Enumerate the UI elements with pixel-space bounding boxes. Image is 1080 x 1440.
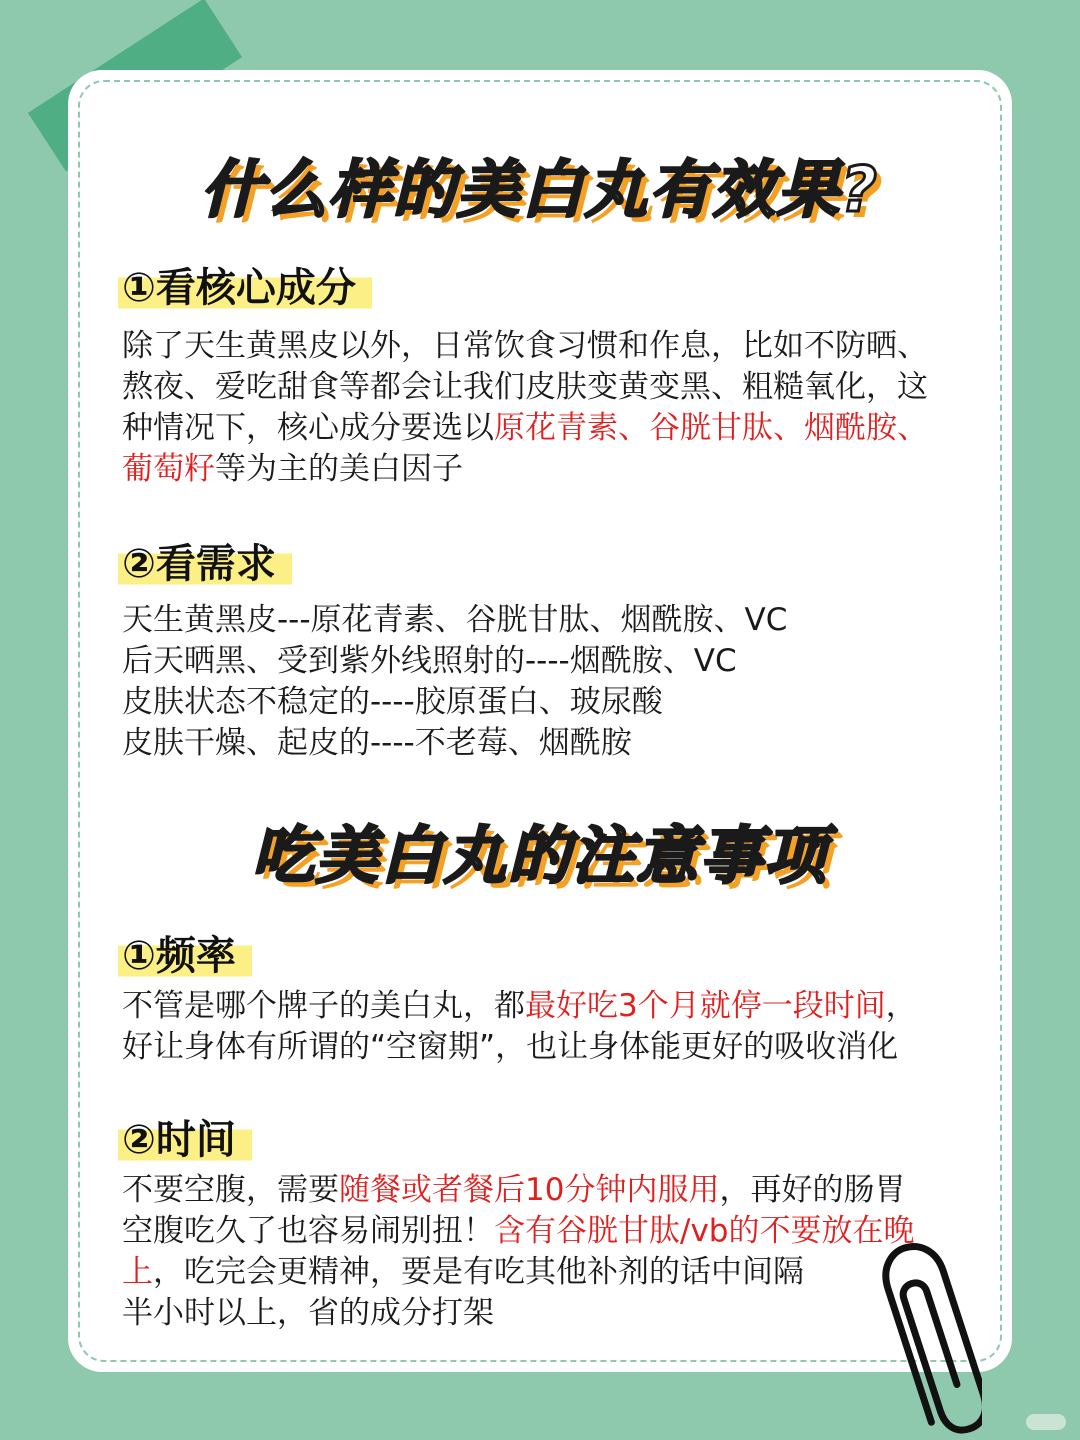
text-line (122, 1170, 972, 1211)
text-line (122, 408, 972, 449)
text-fragment: 不管是哪个牌子的美白丸，都 (122, 988, 525, 1024)
text-line: 好让身体有所谓的“空窗期”，也让身体能更好的吸收消化 (122, 1029, 899, 1065)
section-heading-needs: ②看需求 (118, 532, 292, 589)
watermark-badge (1026, 1414, 1066, 1430)
paragraph-ingredients (122, 326, 972, 490)
text-line (122, 1211, 972, 1252)
text-line: 半小时以上，省的成分打架 (122, 1295, 494, 1331)
needs-item: 后天晒黑、受到紫外线照射的----烟酰胺、VC (122, 643, 737, 679)
text-fragment: 空腹吃久了也容易闹别扭！ (122, 1213, 494, 1249)
title-main-highlight: 美白丸 (457, 153, 650, 226)
title-main (0, 140, 1080, 229)
section-heading-frequency: ①频率 (118, 924, 252, 981)
needs-list (122, 600, 972, 764)
title-notes-post: 的注意事项 (508, 819, 829, 892)
highlight-red: 上 (122, 1254, 153, 1290)
text-line: 除了天生黄黑皮以外，日常饮食习惯和作息，比如不防晒、 (122, 328, 928, 364)
text-fragment: 种情况下，核心成分要选以 (122, 410, 494, 446)
text-fragment: ， (885, 988, 917, 1024)
text-line (122, 1252, 972, 1293)
highlight-red: 原花青素、谷胱甘肽、烟酰胺、 (494, 410, 928, 446)
title-main-post: 有效果? (649, 153, 879, 226)
text-line: 熬夜、爱吃甜食等都会让我们皮肤变黄变黑、粗糙氧化，这 (122, 369, 928, 405)
title-notes-pre: 吃 (251, 819, 316, 892)
text-fragment: 等为主的美白因子 (215, 451, 463, 487)
needs-item: 皮肤干燥、起皮的----不老莓、烟酰胺 (122, 725, 632, 761)
paragraph-timing (122, 1170, 972, 1334)
needs-item: 皮肤状态不稳定的----胶原蛋白、玻尿酸 (122, 684, 663, 720)
paragraph-frequency (122, 986, 972, 1068)
title-notes-highlight: 美白丸 (315, 819, 508, 892)
highlight-red: 最好吃3个月就停一段时间 (525, 988, 886, 1024)
section-heading-ingredients: ①看核心成分 (118, 256, 372, 313)
needs-item: 天生黄黑皮---原花青素、谷胱甘肽、烟酰胺、VC (122, 602, 788, 638)
text-fragment: 不要空腹，需要 (122, 1172, 339, 1208)
text-line (122, 986, 972, 1027)
text-fragment: ，再好的肠胃 (719, 1172, 906, 1208)
highlight-red: 葡萄籽 (122, 451, 215, 487)
highlight-red: 含有谷胱甘肽/vb的不要放在晚 (494, 1213, 915, 1249)
section-heading-timing: ②时间 (118, 1108, 252, 1165)
paperclip-icon (872, 1240, 982, 1440)
highlight-red: 随餐或者餐后10分钟内服用 (339, 1172, 720, 1208)
title-main-pre: 什么样的 (201, 153, 458, 226)
title-notes (0, 806, 1080, 895)
text-fragment: ，吃完会更精神，要是有吃其他补剂的话中间隔 (153, 1254, 804, 1290)
text-line (122, 449, 972, 490)
